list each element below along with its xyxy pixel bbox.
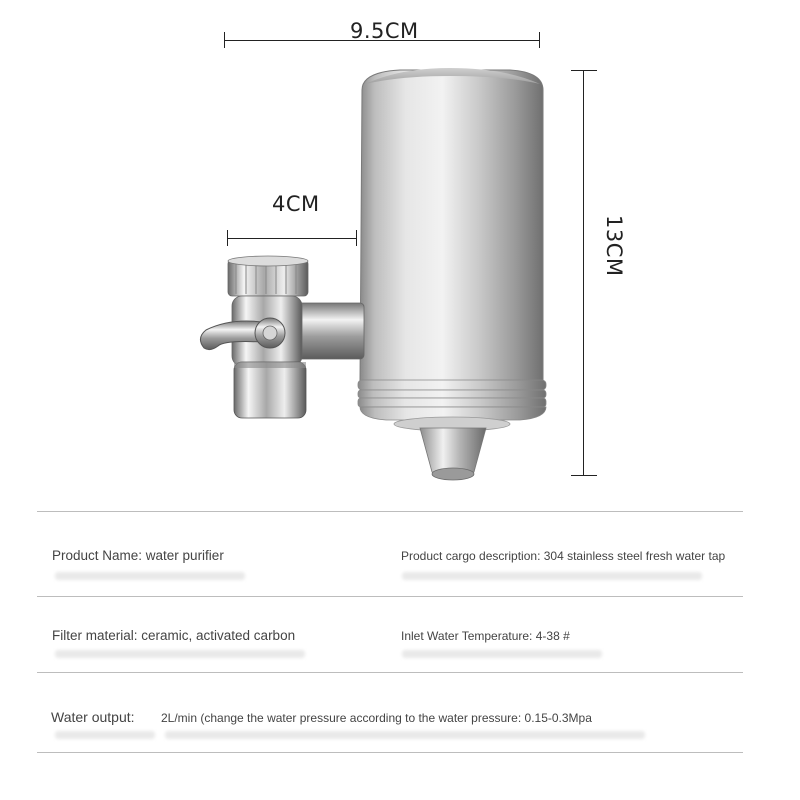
height-dimension-line (583, 70, 584, 476)
text-reflection (55, 731, 155, 739)
spec-filter-material: Filter material: ceramic, activated carbon (52, 628, 296, 643)
spec-product-name: Product Name: water purifier (52, 548, 224, 563)
width-total-label: 9.5CM (350, 19, 419, 43)
spec-table-divider (37, 672, 743, 673)
height-label: 13CM (602, 215, 626, 277)
spec-inlet-temperature: Inlet Water Temperature: 4-38 # (401, 629, 570, 643)
filter-body (358, 68, 546, 431)
text-reflection (402, 572, 702, 580)
width-adapter-dimension-line (227, 238, 357, 239)
text-reflection (402, 650, 602, 658)
text-reflection (165, 731, 645, 739)
diverter-valve (200, 256, 308, 418)
text-reflection (55, 572, 245, 580)
spec-cargo-description: Product cargo description: 304 stainless steel fresh water tap (401, 549, 726, 563)
connecting-arm (296, 303, 364, 359)
spec-table-divider (37, 511, 743, 512)
width-adapter-label: 4CM (272, 192, 320, 216)
spec-table-divider (37, 596, 743, 597)
spec-table-divider (37, 752, 743, 753)
spec-water-output-label: Water output: (51, 709, 135, 725)
text-reflection (55, 650, 305, 658)
outlet-nozzle (420, 428, 486, 480)
spec-water-output-value: 2L/min (change the water pressure according to the water pressure: 0.15-0.3Mpa (161, 711, 592, 725)
